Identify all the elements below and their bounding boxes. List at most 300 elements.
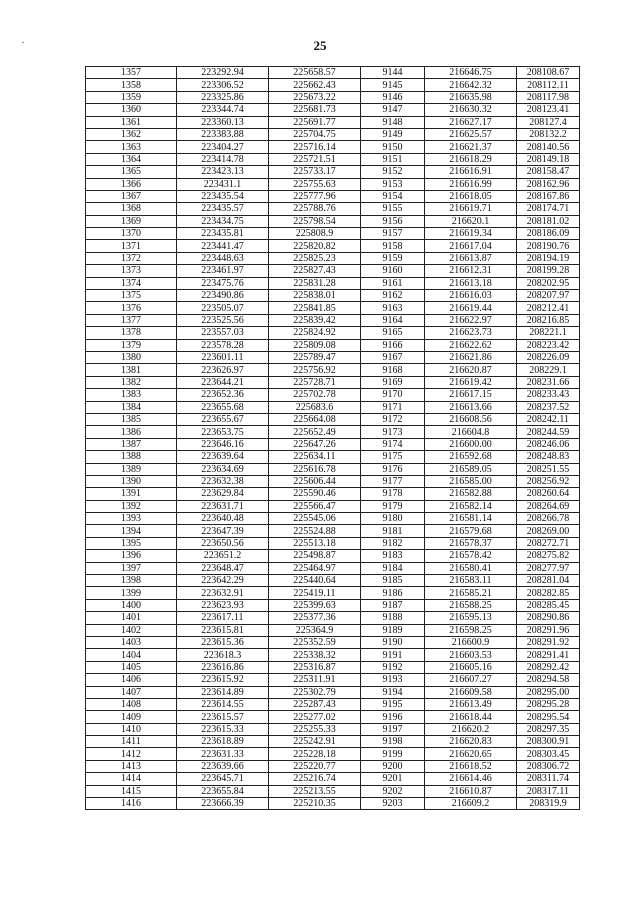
x-coordinate-a-cell: 223644.21 bbox=[177, 376, 269, 388]
point-number-b-cell: 9176 bbox=[361, 463, 425, 475]
y-coordinate-a-cell: 225606.44 bbox=[269, 475, 361, 487]
table-row bbox=[86, 537, 580, 549]
y-coordinate-a-cell: 225691.77 bbox=[269, 116, 361, 128]
point-number-a-cell: 1398 bbox=[86, 575, 177, 587]
point-number-a-cell: 1358 bbox=[86, 79, 177, 91]
x-coordinate-b-cell: 216604.8 bbox=[425, 426, 517, 438]
point-number-a-cell: 1386 bbox=[86, 426, 177, 438]
y-coordinate-a-cell: 225216.74 bbox=[269, 773, 361, 785]
x-coordinate-a-cell: 223629.84 bbox=[177, 488, 269, 500]
y-coordinate-b-cell: 208231.66 bbox=[517, 376, 580, 388]
y-coordinate-a-cell: 225302.79 bbox=[269, 686, 361, 698]
y-coordinate-a-cell: 225808.9 bbox=[269, 228, 361, 240]
point-number-b-cell: 9178 bbox=[361, 488, 425, 500]
point-number-a-cell: 1382 bbox=[86, 376, 177, 388]
y-coordinate-a-cell: 225838.01 bbox=[269, 290, 361, 302]
point-number-b-cell: 9180 bbox=[361, 513, 425, 525]
point-number-b-cell: 9191 bbox=[361, 649, 425, 661]
x-coordinate-a-cell: 223525.56 bbox=[177, 314, 269, 326]
table-row bbox=[86, 389, 580, 401]
x-coordinate-b-cell: 216620.87 bbox=[425, 364, 517, 376]
x-coordinate-b-cell: 216613.66 bbox=[425, 401, 517, 413]
x-coordinate-a-cell: 223647.39 bbox=[177, 525, 269, 537]
table-row bbox=[86, 674, 580, 686]
x-coordinate-b-cell: 216619.71 bbox=[425, 203, 517, 215]
table-row bbox=[86, 178, 580, 190]
point-number-b-cell: 9187 bbox=[361, 599, 425, 611]
y-coordinate-a-cell: 225213.55 bbox=[269, 785, 361, 797]
x-coordinate-b-cell: 216609.2 bbox=[425, 798, 517, 810]
x-coordinate-b-cell: 216618.29 bbox=[425, 153, 517, 165]
point-number-b-cell: 9168 bbox=[361, 364, 425, 376]
point-number-a-cell: 1391 bbox=[86, 488, 177, 500]
y-coordinate-b-cell: 208233.43 bbox=[517, 389, 580, 401]
y-coordinate-a-cell: 225652.49 bbox=[269, 426, 361, 438]
x-coordinate-a-cell: 223618.3 bbox=[177, 649, 269, 661]
table-row bbox=[86, 401, 580, 413]
x-coordinate-b-cell: 216609.58 bbox=[425, 686, 517, 698]
x-coordinate-b-cell: 216600.9 bbox=[425, 636, 517, 648]
y-coordinate-a-cell: 225228.18 bbox=[269, 748, 361, 760]
x-coordinate-b-cell: 216621.86 bbox=[425, 351, 517, 363]
x-coordinate-b-cell: 216620.83 bbox=[425, 736, 517, 748]
point-number-a-cell: 1407 bbox=[86, 686, 177, 698]
point-number-a-cell: 1384 bbox=[86, 401, 177, 413]
table-row bbox=[86, 550, 580, 562]
x-coordinate-a-cell: 223642.29 bbox=[177, 575, 269, 587]
x-coordinate-a-cell: 223490.86 bbox=[177, 290, 269, 302]
y-coordinate-b-cell: 208244.59 bbox=[517, 426, 580, 438]
x-coordinate-a-cell: 223639.66 bbox=[177, 760, 269, 772]
y-coordinate-b-cell: 208260.64 bbox=[517, 488, 580, 500]
table-row bbox=[86, 228, 580, 240]
x-coordinate-b-cell: 216581.14 bbox=[425, 513, 517, 525]
point-number-a-cell: 1405 bbox=[86, 661, 177, 673]
point-number-b-cell: 9144 bbox=[361, 67, 425, 79]
x-coordinate-b-cell: 216619.34 bbox=[425, 228, 517, 240]
x-coordinate-b-cell: 216642.32 bbox=[425, 79, 517, 91]
point-number-b-cell: 9161 bbox=[361, 277, 425, 289]
point-number-b-cell: 9167 bbox=[361, 351, 425, 363]
y-coordinate-a-cell: 225419.11 bbox=[269, 587, 361, 599]
y-coordinate-b-cell: 208282.85 bbox=[517, 587, 580, 599]
x-coordinate-a-cell: 223601.11 bbox=[177, 351, 269, 363]
y-coordinate-b-cell: 208158.47 bbox=[517, 166, 580, 178]
point-number-a-cell: 1389 bbox=[86, 463, 177, 475]
table-row bbox=[86, 463, 580, 475]
point-number-a-cell: 1414 bbox=[86, 773, 177, 785]
y-coordinate-b-cell: 208248.83 bbox=[517, 451, 580, 463]
point-number-a-cell: 1378 bbox=[86, 327, 177, 339]
x-coordinate-a-cell: 223435.81 bbox=[177, 228, 269, 240]
point-number-b-cell: 9181 bbox=[361, 525, 425, 537]
x-coordinate-a-cell: 223616.86 bbox=[177, 661, 269, 673]
x-coordinate-b-cell: 216616.03 bbox=[425, 290, 517, 302]
point-number-b-cell: 9201 bbox=[361, 773, 425, 785]
x-coordinate-b-cell: 216600.00 bbox=[425, 438, 517, 450]
y-coordinate-b-cell: 208300.91 bbox=[517, 736, 580, 748]
point-number-a-cell: 1376 bbox=[86, 302, 177, 314]
y-coordinate-a-cell: 225728.71 bbox=[269, 376, 361, 388]
table-row bbox=[86, 79, 580, 91]
y-coordinate-b-cell: 208221.1 bbox=[517, 327, 580, 339]
x-coordinate-b-cell: 216607.27 bbox=[425, 674, 517, 686]
y-coordinate-a-cell: 225841.85 bbox=[269, 302, 361, 314]
table-row bbox=[86, 488, 580, 500]
point-number-a-cell: 1383 bbox=[86, 389, 177, 401]
table-row bbox=[86, 166, 580, 178]
point-number-b-cell: 9192 bbox=[361, 661, 425, 673]
table-row bbox=[86, 785, 580, 797]
x-coordinate-b-cell: 216618.05 bbox=[425, 190, 517, 202]
y-coordinate-b-cell: 208202.95 bbox=[517, 277, 580, 289]
y-coordinate-b-cell: 208291.96 bbox=[517, 624, 580, 636]
x-coordinate-a-cell: 223404.27 bbox=[177, 141, 269, 153]
x-coordinate-a-cell: 223344.74 bbox=[177, 104, 269, 116]
x-coordinate-a-cell: 223423.13 bbox=[177, 166, 269, 178]
x-coordinate-a-cell: 223414.78 bbox=[177, 153, 269, 165]
table-row bbox=[86, 624, 580, 636]
y-coordinate-a-cell: 225287.43 bbox=[269, 698, 361, 710]
point-number-a-cell: 1390 bbox=[86, 475, 177, 487]
y-coordinate-b-cell: 208117.98 bbox=[517, 91, 580, 103]
y-coordinate-a-cell: 225220.77 bbox=[269, 760, 361, 772]
y-coordinate-a-cell: 225352.59 bbox=[269, 636, 361, 648]
x-coordinate-a-cell: 223325.86 bbox=[177, 91, 269, 103]
y-coordinate-b-cell: 208290.86 bbox=[517, 612, 580, 624]
point-number-b-cell: 9150 bbox=[361, 141, 425, 153]
point-number-b-cell: 9156 bbox=[361, 215, 425, 227]
point-number-a-cell: 1360 bbox=[86, 104, 177, 116]
y-coordinate-a-cell: 225662.43 bbox=[269, 79, 361, 91]
y-coordinate-b-cell: 208317.11 bbox=[517, 785, 580, 797]
y-coordinate-b-cell: 208216.85 bbox=[517, 314, 580, 326]
point-number-b-cell: 9146 bbox=[361, 91, 425, 103]
point-number-a-cell: 1364 bbox=[86, 153, 177, 165]
y-coordinate-a-cell: 225683.6 bbox=[269, 401, 361, 413]
point-number-b-cell: 9157 bbox=[361, 228, 425, 240]
table-row bbox=[86, 203, 580, 215]
point-number-a-cell: 1370 bbox=[86, 228, 177, 240]
y-coordinate-a-cell: 225839.42 bbox=[269, 314, 361, 326]
point-number-b-cell: 9148 bbox=[361, 116, 425, 128]
x-coordinate-b-cell: 216613.18 bbox=[425, 277, 517, 289]
y-coordinate-a-cell: 225464.97 bbox=[269, 562, 361, 574]
y-coordinate-b-cell: 208181.02 bbox=[517, 215, 580, 227]
table-row bbox=[86, 773, 580, 785]
x-coordinate-b-cell: 216579.68 bbox=[425, 525, 517, 537]
coordinates-table-body bbox=[86, 67, 580, 810]
x-coordinate-b-cell: 216620.2 bbox=[425, 723, 517, 735]
table-row bbox=[86, 215, 580, 227]
table-row bbox=[86, 376, 580, 388]
table-row bbox=[86, 760, 580, 772]
x-coordinate-a-cell: 223614.89 bbox=[177, 686, 269, 698]
y-coordinate-a-cell: 225364.9 bbox=[269, 624, 361, 636]
x-coordinate-a-cell: 223632.91 bbox=[177, 587, 269, 599]
point-number-b-cell: 9183 bbox=[361, 550, 425, 562]
point-number-a-cell: 1373 bbox=[86, 265, 177, 277]
y-coordinate-a-cell: 225664.08 bbox=[269, 413, 361, 425]
point-number-a-cell: 1413 bbox=[86, 760, 177, 772]
point-number-b-cell: 9177 bbox=[361, 475, 425, 487]
point-number-a-cell: 1372 bbox=[86, 252, 177, 264]
x-coordinate-b-cell: 216612.31 bbox=[425, 265, 517, 277]
y-coordinate-b-cell: 208162.96 bbox=[517, 178, 580, 190]
point-number-a-cell: 1404 bbox=[86, 649, 177, 661]
x-coordinate-a-cell: 223648.47 bbox=[177, 562, 269, 574]
y-coordinate-a-cell: 225277.02 bbox=[269, 711, 361, 723]
y-coordinate-a-cell: 225716.14 bbox=[269, 141, 361, 153]
y-coordinate-b-cell: 208319.9 bbox=[517, 798, 580, 810]
y-coordinate-a-cell: 225338.32 bbox=[269, 649, 361, 661]
x-coordinate-a-cell: 223640.48 bbox=[177, 513, 269, 525]
point-number-b-cell: 9198 bbox=[361, 736, 425, 748]
y-coordinate-b-cell: 208229.1 bbox=[517, 364, 580, 376]
table-row bbox=[86, 314, 580, 326]
y-coordinate-b-cell: 208275.82 bbox=[517, 550, 580, 562]
point-number-b-cell: 9185 bbox=[361, 575, 425, 587]
y-coordinate-a-cell: 225789.47 bbox=[269, 351, 361, 363]
point-number-a-cell: 1397 bbox=[86, 562, 177, 574]
y-coordinate-b-cell: 208226.09 bbox=[517, 351, 580, 363]
table-row bbox=[86, 612, 580, 624]
x-coordinate-a-cell: 223650.56 bbox=[177, 537, 269, 549]
point-number-a-cell: 1359 bbox=[86, 91, 177, 103]
y-coordinate-a-cell: 225242.91 bbox=[269, 736, 361, 748]
y-coordinate-b-cell: 208295.54 bbox=[517, 711, 580, 723]
x-coordinate-b-cell: 216614.46 bbox=[425, 773, 517, 785]
point-number-a-cell: 1366 bbox=[86, 178, 177, 190]
x-coordinate-a-cell: 223615.57 bbox=[177, 711, 269, 723]
point-number-a-cell: 1416 bbox=[86, 798, 177, 810]
point-number-a-cell: 1368 bbox=[86, 203, 177, 215]
y-coordinate-b-cell: 208251.55 bbox=[517, 463, 580, 475]
table-row bbox=[86, 290, 580, 302]
x-coordinate-a-cell: 223615.81 bbox=[177, 624, 269, 636]
x-coordinate-b-cell: 216613.87 bbox=[425, 252, 517, 264]
x-coordinate-a-cell: 223655.67 bbox=[177, 413, 269, 425]
table-row bbox=[86, 451, 580, 463]
table-row bbox=[86, 351, 580, 363]
y-coordinate-b-cell: 208149.18 bbox=[517, 153, 580, 165]
x-coordinate-b-cell: 216585.21 bbox=[425, 587, 517, 599]
table-row bbox=[86, 562, 580, 574]
x-coordinate-b-cell: 216578.42 bbox=[425, 550, 517, 562]
y-coordinate-a-cell: 225820.82 bbox=[269, 240, 361, 252]
x-coordinate-a-cell: 223448.63 bbox=[177, 252, 269, 264]
table-row bbox=[86, 475, 580, 487]
point-number-b-cell: 9200 bbox=[361, 760, 425, 772]
x-coordinate-b-cell: 216583.11 bbox=[425, 575, 517, 587]
x-coordinate-b-cell: 216622.62 bbox=[425, 339, 517, 351]
table-row bbox=[86, 67, 580, 79]
y-coordinate-a-cell: 225513.18 bbox=[269, 537, 361, 549]
y-coordinate-b-cell: 208292.42 bbox=[517, 661, 580, 673]
point-number-a-cell: 1406 bbox=[86, 674, 177, 686]
point-number-a-cell: 1363 bbox=[86, 141, 177, 153]
y-coordinate-a-cell: 225590.46 bbox=[269, 488, 361, 500]
point-number-a-cell: 1387 bbox=[86, 438, 177, 450]
y-coordinate-a-cell: 225824.92 bbox=[269, 327, 361, 339]
point-number-b-cell: 9155 bbox=[361, 203, 425, 215]
x-coordinate-a-cell: 223634.69 bbox=[177, 463, 269, 475]
point-number-a-cell: 1371 bbox=[86, 240, 177, 252]
point-number-a-cell: 1400 bbox=[86, 599, 177, 611]
y-coordinate-a-cell: 225721.51 bbox=[269, 153, 361, 165]
point-number-a-cell: 1357 bbox=[86, 67, 177, 79]
point-number-b-cell: 9173 bbox=[361, 426, 425, 438]
y-coordinate-b-cell: 208311.74 bbox=[517, 773, 580, 785]
y-coordinate-b-cell: 208190.76 bbox=[517, 240, 580, 252]
y-coordinate-b-cell: 208266.78 bbox=[517, 513, 580, 525]
y-coordinate-b-cell: 208207.97 bbox=[517, 290, 580, 302]
x-coordinate-a-cell: 223292.94 bbox=[177, 67, 269, 79]
x-coordinate-b-cell: 216625.57 bbox=[425, 128, 517, 140]
y-coordinate-b-cell: 208285.45 bbox=[517, 599, 580, 611]
point-number-a-cell: 1380 bbox=[86, 351, 177, 363]
point-number-a-cell: 1401 bbox=[86, 612, 177, 624]
point-number-a-cell: 1403 bbox=[86, 636, 177, 648]
x-coordinate-a-cell: 223434.75 bbox=[177, 215, 269, 227]
x-coordinate-b-cell: 216595.13 bbox=[425, 612, 517, 624]
point-number-b-cell: 9186 bbox=[361, 587, 425, 599]
table-row bbox=[86, 513, 580, 525]
y-coordinate-a-cell: 225255.33 bbox=[269, 723, 361, 735]
point-number-a-cell: 1361 bbox=[86, 116, 177, 128]
point-number-a-cell: 1396 bbox=[86, 550, 177, 562]
x-coordinate-a-cell: 223646.16 bbox=[177, 438, 269, 450]
y-coordinate-a-cell: 225788.76 bbox=[269, 203, 361, 215]
table-row bbox=[86, 190, 580, 202]
point-number-a-cell: 1393 bbox=[86, 513, 177, 525]
y-coordinate-b-cell: 208186.09 bbox=[517, 228, 580, 240]
table-row bbox=[86, 364, 580, 376]
table-row bbox=[86, 698, 580, 710]
point-number-b-cell: 9164 bbox=[361, 314, 425, 326]
table-row bbox=[86, 636, 580, 648]
point-number-b-cell: 9169 bbox=[361, 376, 425, 388]
point-number-b-cell: 9175 bbox=[361, 451, 425, 463]
y-coordinate-b-cell: 208306.72 bbox=[517, 760, 580, 772]
coordinates-table bbox=[85, 66, 580, 810]
point-number-b-cell: 9172 bbox=[361, 413, 425, 425]
x-coordinate-b-cell: 216598.25 bbox=[425, 624, 517, 636]
y-coordinate-b-cell: 208272.71 bbox=[517, 537, 580, 549]
point-number-b-cell: 9158 bbox=[361, 240, 425, 252]
point-number-b-cell: 9152 bbox=[361, 166, 425, 178]
y-coordinate-b-cell: 208281.04 bbox=[517, 575, 580, 587]
table-row bbox=[86, 525, 580, 537]
table-row bbox=[86, 575, 580, 587]
point-number-b-cell: 9149 bbox=[361, 128, 425, 140]
y-coordinate-b-cell: 208291.41 bbox=[517, 649, 580, 661]
y-coordinate-a-cell: 225399.63 bbox=[269, 599, 361, 611]
x-coordinate-a-cell: 223435.57 bbox=[177, 203, 269, 215]
point-number-a-cell: 1377 bbox=[86, 314, 177, 326]
x-coordinate-a-cell: 223618.89 bbox=[177, 736, 269, 748]
table-row bbox=[86, 686, 580, 698]
x-coordinate-b-cell: 216578.37 bbox=[425, 537, 517, 549]
point-number-b-cell: 9203 bbox=[361, 798, 425, 810]
x-coordinate-a-cell: 223645.71 bbox=[177, 773, 269, 785]
x-coordinate-b-cell: 216592.68 bbox=[425, 451, 517, 463]
point-number-a-cell: 1374 bbox=[86, 277, 177, 289]
table-row bbox=[86, 128, 580, 140]
x-coordinate-b-cell: 216589.05 bbox=[425, 463, 517, 475]
y-coordinate-a-cell: 225316.87 bbox=[269, 661, 361, 673]
point-number-b-cell: 9196 bbox=[361, 711, 425, 723]
x-coordinate-b-cell: 216613.49 bbox=[425, 698, 517, 710]
y-coordinate-a-cell: 225733.17 bbox=[269, 166, 361, 178]
x-coordinate-a-cell: 223631.71 bbox=[177, 500, 269, 512]
point-number-b-cell: 9154 bbox=[361, 190, 425, 202]
y-coordinate-b-cell: 208140.56 bbox=[517, 141, 580, 153]
point-number-a-cell: 1410 bbox=[86, 723, 177, 735]
point-number-b-cell: 9189 bbox=[361, 624, 425, 636]
x-coordinate-a-cell: 223441.47 bbox=[177, 240, 269, 252]
point-number-b-cell: 9188 bbox=[361, 612, 425, 624]
x-coordinate-b-cell: 216627.17 bbox=[425, 116, 517, 128]
x-coordinate-b-cell: 216630.32 bbox=[425, 104, 517, 116]
point-number-b-cell: 9159 bbox=[361, 252, 425, 264]
x-coordinate-a-cell: 223578.28 bbox=[177, 339, 269, 351]
point-number-b-cell: 9202 bbox=[361, 785, 425, 797]
point-number-b-cell: 9197 bbox=[361, 723, 425, 735]
x-coordinate-b-cell: 216580.41 bbox=[425, 562, 517, 574]
x-coordinate-b-cell: 216616.99 bbox=[425, 178, 517, 190]
x-coordinate-a-cell: 223505.07 bbox=[177, 302, 269, 314]
y-coordinate-b-cell: 208112.11 bbox=[517, 79, 580, 91]
point-number-b-cell: 9195 bbox=[361, 698, 425, 710]
point-number-a-cell: 1388 bbox=[86, 451, 177, 463]
point-number-a-cell: 1411 bbox=[86, 736, 177, 748]
x-coordinate-a-cell: 223653.75 bbox=[177, 426, 269, 438]
y-coordinate-b-cell: 208132.2 bbox=[517, 128, 580, 140]
table-row bbox=[86, 339, 580, 351]
x-coordinate-b-cell: 216622.97 bbox=[425, 314, 517, 326]
point-number-b-cell: 9179 bbox=[361, 500, 425, 512]
y-coordinate-a-cell: 225756.92 bbox=[269, 364, 361, 376]
table-row bbox=[86, 587, 580, 599]
y-coordinate-b-cell: 208237.52 bbox=[517, 401, 580, 413]
x-coordinate-b-cell: 216616.91 bbox=[425, 166, 517, 178]
point-number-b-cell: 9170 bbox=[361, 389, 425, 401]
table-row bbox=[86, 327, 580, 339]
point-number-a-cell: 1394 bbox=[86, 525, 177, 537]
point-number-b-cell: 9153 bbox=[361, 178, 425, 190]
y-coordinate-b-cell: 208294.58 bbox=[517, 674, 580, 686]
x-coordinate-b-cell: 216608.56 bbox=[425, 413, 517, 425]
point-number-a-cell: 1379 bbox=[86, 339, 177, 351]
y-coordinate-a-cell: 225210.35 bbox=[269, 798, 361, 810]
y-coordinate-b-cell: 208277.97 bbox=[517, 562, 580, 574]
point-number-a-cell: 1385 bbox=[86, 413, 177, 425]
x-coordinate-a-cell: 223666.39 bbox=[177, 798, 269, 810]
table-row bbox=[86, 736, 580, 748]
point-number-a-cell: 1408 bbox=[86, 698, 177, 710]
table-row bbox=[86, 277, 580, 289]
table-row bbox=[86, 240, 580, 252]
x-coordinate-b-cell: 216619.44 bbox=[425, 302, 517, 314]
point-number-a-cell: 1381 bbox=[86, 364, 177, 376]
table-row bbox=[86, 426, 580, 438]
y-coordinate-b-cell: 208297.35 bbox=[517, 723, 580, 735]
table-row bbox=[86, 153, 580, 165]
y-coordinate-b-cell: 208127.4 bbox=[517, 116, 580, 128]
point-number-b-cell: 9160 bbox=[361, 265, 425, 277]
y-coordinate-a-cell: 225798.54 bbox=[269, 215, 361, 227]
